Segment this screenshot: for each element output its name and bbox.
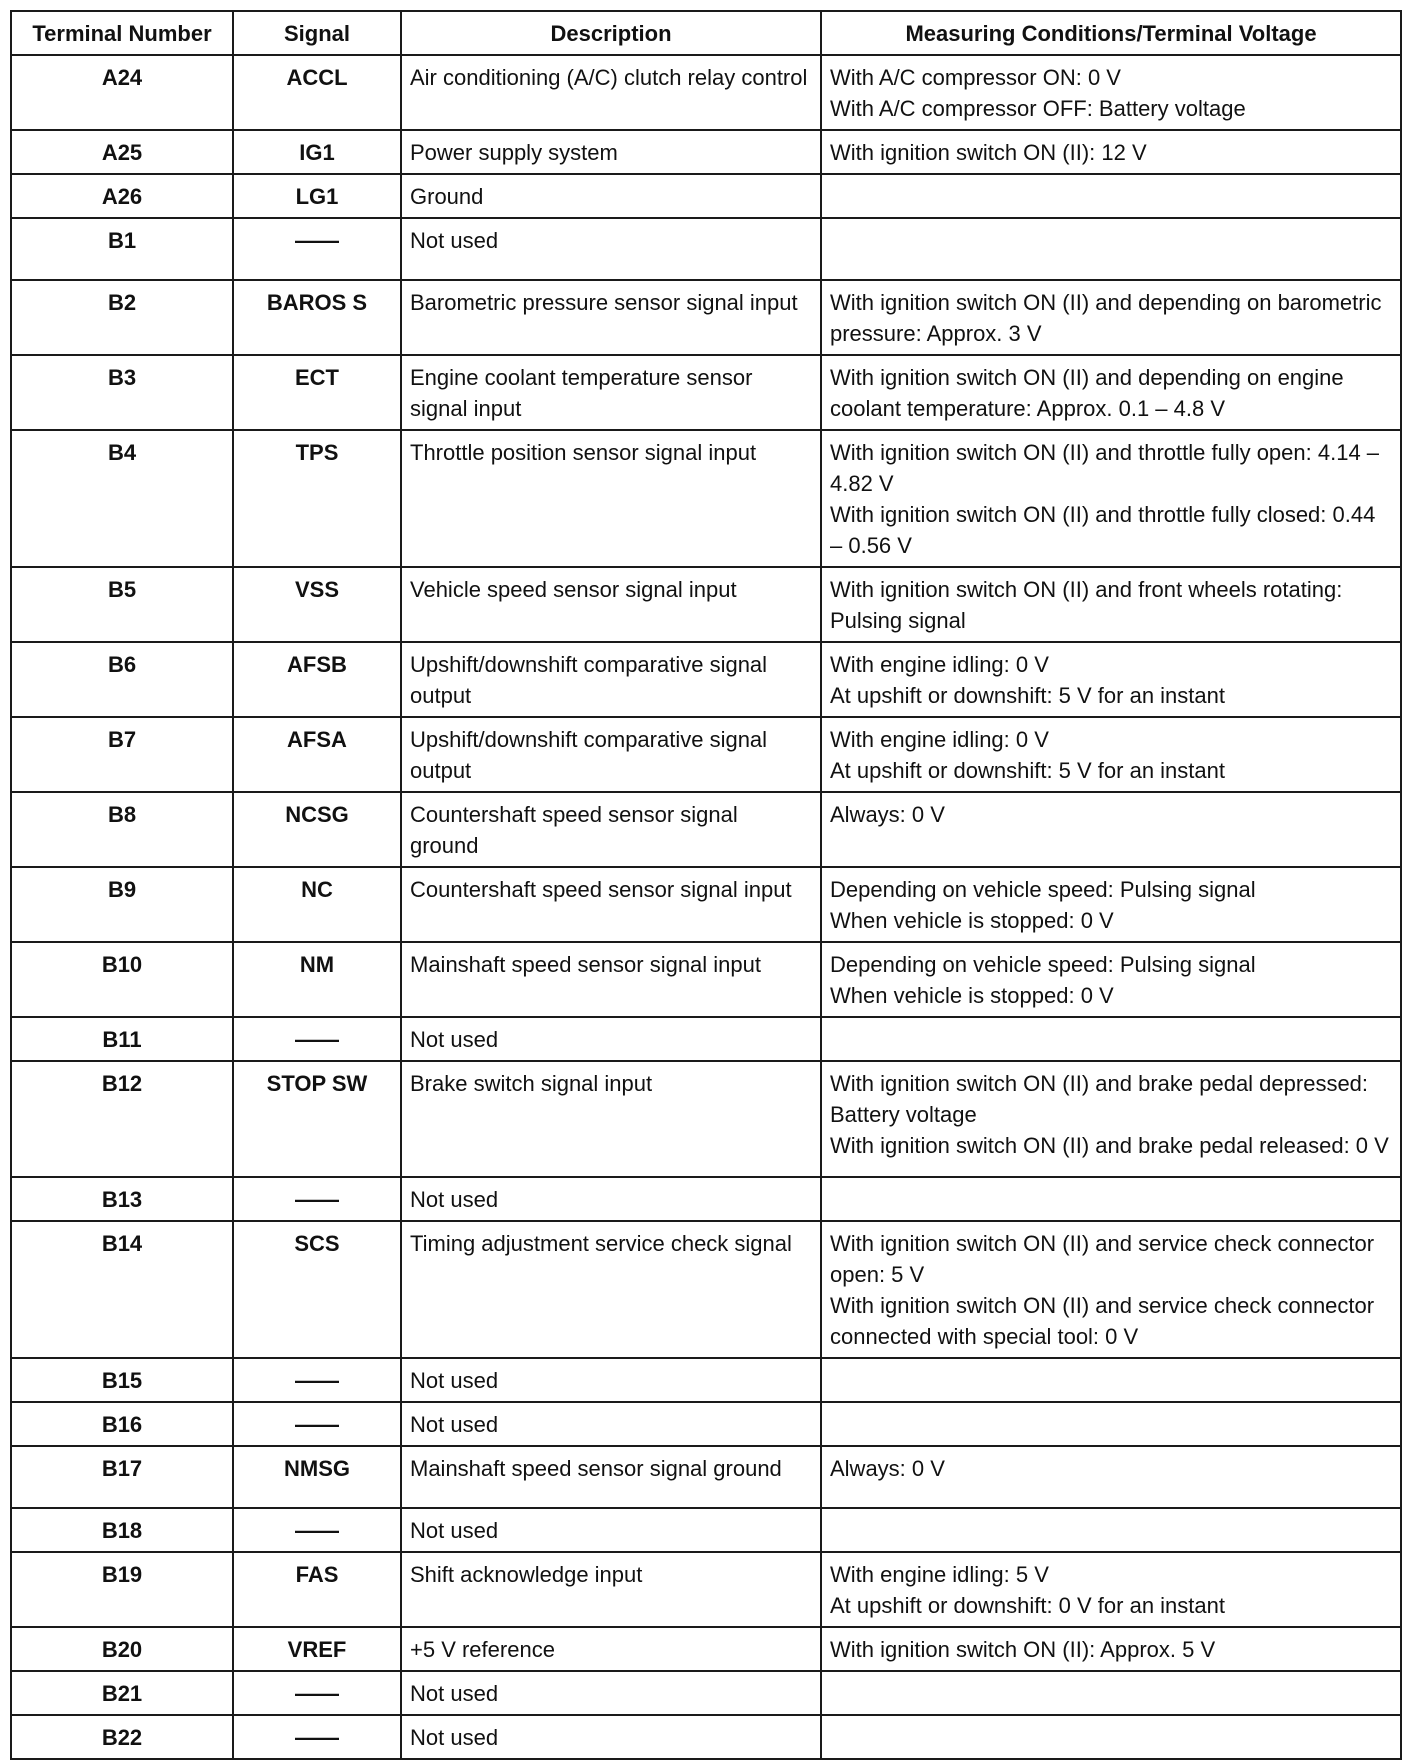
measuring-conditions-cell: [821, 1358, 1401, 1402]
description-cell: Not used: [401, 1671, 821, 1715]
terminal-number-cell: B15: [11, 1358, 233, 1402]
table-row: [11, 1017, 1401, 1061]
description-cell: Engine coolant temperature sensor signal input: [401, 355, 821, 430]
measuring-conditions-cell: [821, 1446, 1401, 1508]
signal-cell: TPS: [233, 430, 401, 567]
signal-cell: SCS: [233, 1221, 401, 1358]
table-row: [11, 1671, 1401, 1715]
terminal-number-cell: A24: [11, 55, 233, 130]
header-description: Description: [401, 11, 821, 55]
header-terminal-number: Terminal Number: [11, 11, 233, 55]
table-row: [11, 1508, 1401, 1552]
description-cell: Shift acknowledge input: [401, 1552, 821, 1627]
table-row: [11, 942, 1401, 1017]
table-row: [11, 174, 1401, 218]
signal-cell: ——: [233, 1358, 401, 1402]
description-cell: +5 V reference: [401, 1627, 821, 1671]
description-cell: Air conditioning (A/C) clutch relay control: [401, 55, 821, 130]
table-row: [11, 1715, 1401, 1759]
table-row: [11, 567, 1401, 642]
table-row: [11, 280, 1401, 355]
description-cell: Upshift/downshift comparative signal output: [401, 717, 821, 792]
signal-cell: NC: [233, 867, 401, 942]
signal-cell: ——: [233, 1177, 401, 1221]
description-cell: Brake switch signal input: [401, 1061, 821, 1177]
signal-cell: VREF: [233, 1627, 401, 1671]
condition-line: With ignition switch ON (II) and brake pedal released: 0 V: [830, 1133, 1389, 1158]
description-cell: Not used: [401, 1358, 821, 1402]
signal-cell: AFSB: [233, 642, 401, 717]
signal-cell: ——: [233, 1017, 401, 1061]
signal-cell: ——: [233, 1671, 401, 1715]
condition-line: With ignition switch ON (II) and depending on barometric pressure: Approx. 3 V: [830, 290, 1382, 346]
table-row: [11, 1358, 1401, 1402]
header-signal: Signal: [233, 11, 401, 55]
terminal-number-cell: B14: [11, 1221, 233, 1358]
description-cell: Vehicle speed sensor signal input: [401, 567, 821, 642]
table-row: [11, 1061, 1401, 1177]
table-row: [11, 218, 1401, 280]
signal-cell: STOP SW: [233, 1061, 401, 1177]
condition-line: With ignition switch ON (II) and service check connector open: 5 V: [830, 1231, 1375, 1287]
signal-cell: AFSA: [233, 717, 401, 792]
description-cell: Power supply system: [401, 130, 821, 174]
signal-cell: BAROS S: [233, 280, 401, 355]
signal-cell: LG1: [233, 174, 401, 218]
terminal-table: [10, 10, 1402, 1760]
description-cell: Not used: [401, 1715, 821, 1759]
condition-line: With engine idling: 0 V: [830, 652, 1049, 677]
measuring-conditions-cell: [821, 717, 1401, 792]
table-row: [11, 717, 1401, 792]
measuring-conditions-cell: [821, 355, 1401, 430]
signal-cell: ——: [233, 1715, 401, 1759]
measuring-conditions-cell: [821, 174, 1401, 218]
table-row: [11, 1221, 1401, 1358]
description-cell: Countershaft speed sensor signal ground: [401, 792, 821, 867]
description-cell: Throttle position sensor signal input: [401, 430, 821, 567]
measuring-conditions-cell: [821, 430, 1401, 567]
table-row: [11, 355, 1401, 430]
measuring-conditions-cell: [821, 55, 1401, 130]
terminal-number-cell: B20: [11, 1627, 233, 1671]
measuring-conditions-cell: [821, 1715, 1401, 1759]
table-row: [11, 1402, 1401, 1446]
terminal-number-cell: B7: [11, 717, 233, 792]
condition-line: With ignition switch ON (II) and service check connector connected with special tool: 0 V: [830, 1293, 1375, 1349]
condition-line: Always: 0 V: [830, 1456, 945, 1481]
terminal-number-cell: B19: [11, 1552, 233, 1627]
terminal-number-cell: B9: [11, 867, 233, 942]
table-row: [11, 55, 1401, 130]
condition-line: With ignition switch ON (II) and front wheels rotating: Pulsing signal: [830, 577, 1343, 633]
terminal-number-cell: B2: [11, 280, 233, 355]
signal-cell: VSS: [233, 567, 401, 642]
condition-line: With engine idling: 0 V: [830, 727, 1049, 752]
terminal-number-cell: B12: [11, 1061, 233, 1177]
terminal-number-cell: A25: [11, 130, 233, 174]
condition-line: With A/C compressor OFF: Battery voltage: [830, 96, 1246, 121]
table-row: [11, 1627, 1401, 1671]
description-cell: Upshift/downshift comparative signal output: [401, 642, 821, 717]
terminal-number-cell: B1: [11, 218, 233, 280]
terminal-number-cell: B5: [11, 567, 233, 642]
table-row: [11, 1177, 1401, 1221]
terminal-number-cell: A26: [11, 174, 233, 218]
measuring-conditions-cell: [821, 1177, 1401, 1221]
condition-line: Depending on vehicle speed: Pulsing signal: [830, 877, 1256, 902]
description-cell: Countershaft speed sensor signal input: [401, 867, 821, 942]
measuring-conditions-cell: [821, 942, 1401, 1017]
condition-line: With ignition switch ON (II) and brake pedal depressed: Battery voltage: [830, 1071, 1369, 1127]
measuring-conditions-cell: [821, 218, 1401, 280]
measuring-conditions-cell: [821, 1552, 1401, 1627]
table-row: [11, 792, 1401, 867]
signal-cell: ECT: [233, 355, 401, 430]
table-row: [11, 130, 1401, 174]
table-row: [11, 430, 1401, 567]
condition-line: When vehicle is stopped: 0 V: [830, 983, 1114, 1008]
description-cell: Ground: [401, 174, 821, 218]
condition-line: When vehicle is stopped: 0 V: [830, 908, 1114, 933]
condition-line: With ignition switch ON (II) and throttle fully closed: 0.44 – 0.56 V: [830, 502, 1376, 558]
condition-line: Depending on vehicle speed: Pulsing signal: [830, 952, 1256, 977]
terminal-number-cell: B13: [11, 1177, 233, 1221]
signal-cell: ——: [233, 1402, 401, 1446]
terminal-number-cell: B8: [11, 792, 233, 867]
table-row: [11, 642, 1401, 717]
terminal-number-cell: B22: [11, 1715, 233, 1759]
header-measuring-conditions: Measuring Conditions/Terminal Voltage: [821, 11, 1401, 55]
measuring-conditions-cell: [821, 867, 1401, 942]
condition-line: Always: 0 V: [830, 802, 945, 827]
measuring-conditions-cell: [821, 642, 1401, 717]
signal-cell: ——: [233, 218, 401, 280]
signal-cell: IG1: [233, 130, 401, 174]
measuring-conditions-cell: [821, 1627, 1401, 1671]
terminal-number-cell: B4: [11, 430, 233, 567]
description-cell: Mainshaft speed sensor signal input: [401, 942, 821, 1017]
measuring-conditions-cell: [821, 1017, 1401, 1061]
document-page: [10, 10, 1400, 1760]
table-row: [11, 1446, 1401, 1508]
terminal-number-cell: B10: [11, 942, 233, 1017]
signal-cell: NMSG: [233, 1446, 401, 1508]
signal-cell: FAS: [233, 1552, 401, 1627]
terminal-number-cell: B17: [11, 1446, 233, 1508]
condition-line: With ignition switch ON (II): 12 V: [830, 140, 1147, 165]
signal-cell: NCSG: [233, 792, 401, 867]
table-header-row: [11, 11, 1401, 55]
condition-line: With ignition switch ON (II) and depending on engine coolant temperature: Approx. 0.1 – 4.8 V: [830, 365, 1344, 421]
signal-cell: ——: [233, 1508, 401, 1552]
condition-line: With engine idling: 5 V: [830, 1562, 1049, 1587]
terminal-number-cell: B18: [11, 1508, 233, 1552]
terminal-number-cell: B16: [11, 1402, 233, 1446]
description-cell: Not used: [401, 218, 821, 280]
measuring-conditions-cell: [821, 567, 1401, 642]
measuring-conditions-cell: [821, 280, 1401, 355]
measuring-conditions-cell: [821, 1671, 1401, 1715]
measuring-conditions-cell: [821, 1061, 1401, 1177]
condition-line: With A/C compressor ON: 0 V: [830, 65, 1121, 90]
condition-line: At upshift or downshift: 5 V for an instant: [830, 683, 1225, 708]
measuring-conditions-cell: [821, 130, 1401, 174]
description-cell: Not used: [401, 1508, 821, 1552]
condition-line: With ignition switch ON (II) and throttle fully open: 4.14 – 4.82 V: [830, 440, 1380, 496]
condition-line: At upshift or downshift: 0 V for an instant: [830, 1593, 1225, 1618]
condition-line: At upshift or downshift: 5 V for an instant: [830, 758, 1225, 783]
table-row: [11, 1552, 1401, 1627]
measuring-conditions-cell: [821, 1508, 1401, 1552]
description-cell: Barometric pressure sensor signal input: [401, 280, 821, 355]
terminal-number-cell: B11: [11, 1017, 233, 1061]
description-cell: Not used: [401, 1017, 821, 1061]
description-cell: Not used: [401, 1177, 821, 1221]
table-row: [11, 867, 1401, 942]
measuring-conditions-cell: [821, 792, 1401, 867]
terminal-number-cell: B6: [11, 642, 233, 717]
measuring-conditions-cell: [821, 1402, 1401, 1446]
description-cell: Timing adjustment service check signal: [401, 1221, 821, 1358]
signal-cell: ACCL: [233, 55, 401, 130]
condition-line: With ignition switch ON (II): Approx. 5 V: [830, 1637, 1216, 1662]
measuring-conditions-cell: [821, 1221, 1401, 1358]
terminal-number-cell: B3: [11, 355, 233, 430]
signal-cell: NM: [233, 942, 401, 1017]
description-cell: Not used: [401, 1402, 821, 1446]
description-cell: Mainshaft speed sensor signal ground: [401, 1446, 821, 1508]
terminal-number-cell: B21: [11, 1671, 233, 1715]
